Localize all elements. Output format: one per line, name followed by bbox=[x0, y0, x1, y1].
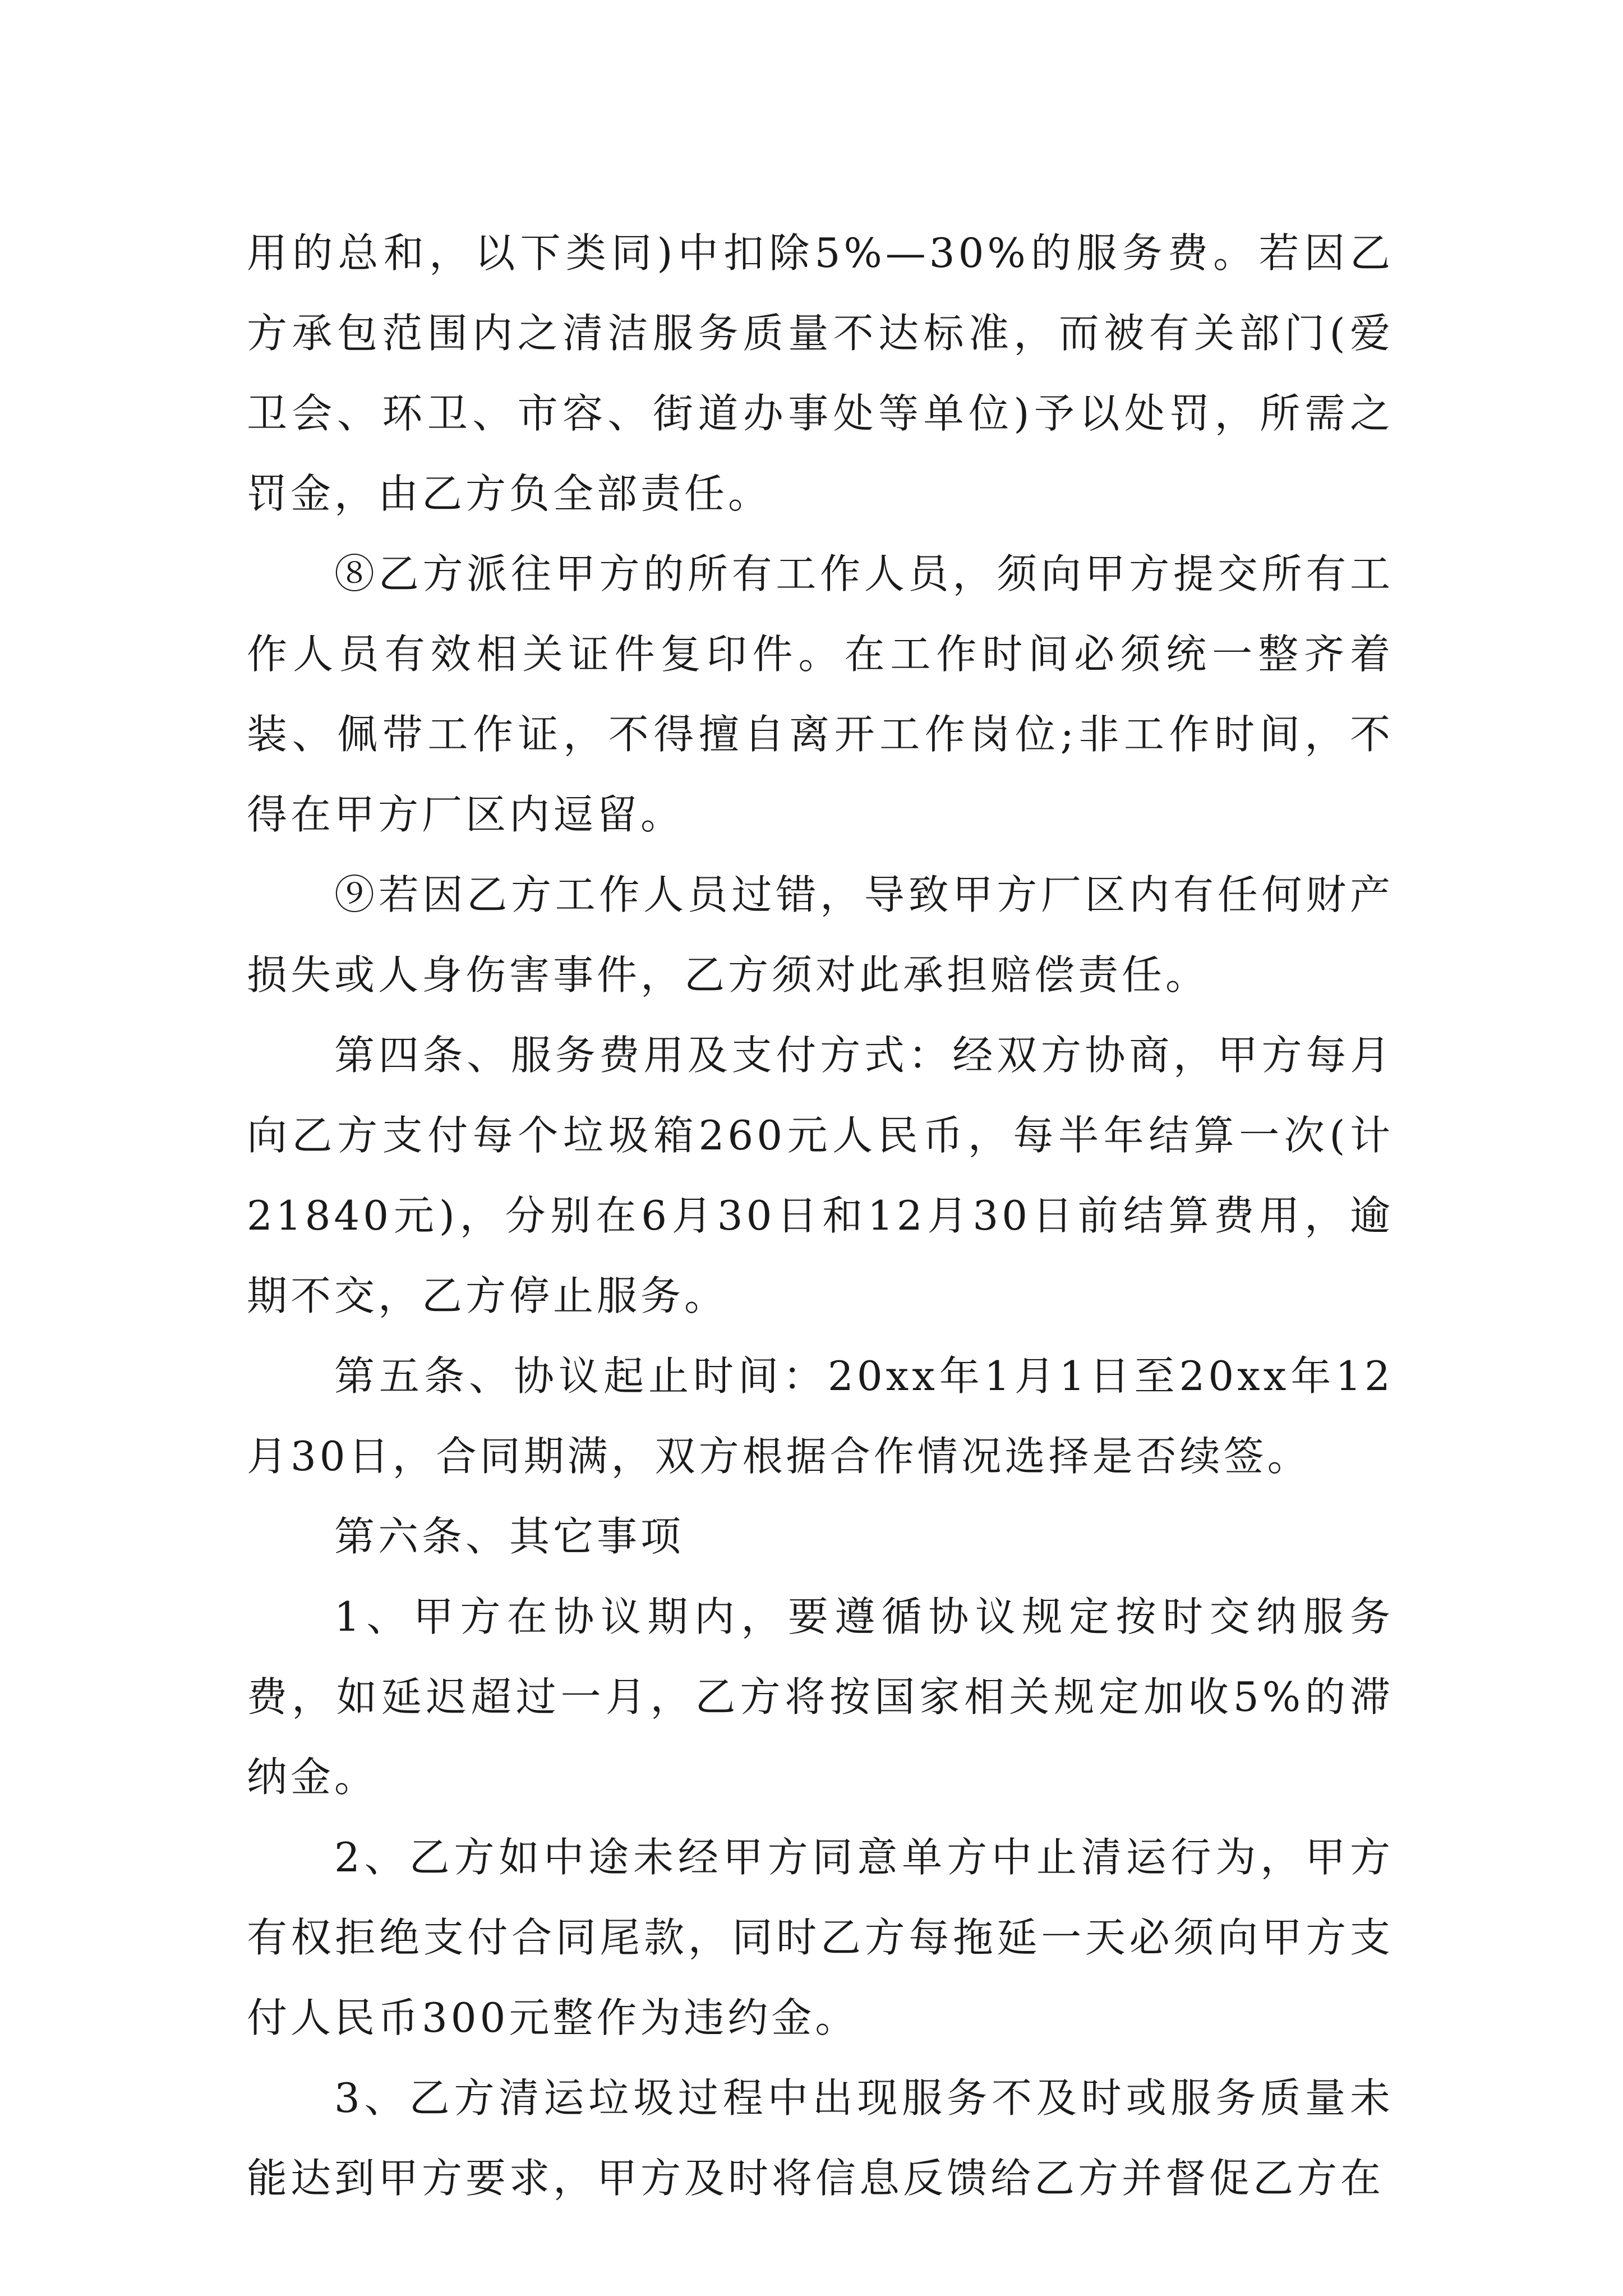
paragraph-item-2: 2、乙方如中途未经甲方同意单方中止清运行为，甲方有权拒绝支付合同尾款，同时乙方每拖延一天必须向甲方支付人民币300元整作为违约金。 bbox=[247, 1834, 1394, 2041]
paragraph-article-5: 第五条、协议起止时间：20xx年1月1日至20xx年12月30日，合同期满，双方根据合作情况选择是否续签。 bbox=[247, 1352, 1394, 1480]
paragraph-clause-9: ⑨若因乙方工作人员过错，导致甲方厂区内有任何财产损失或人身伤害事件，乙方须对此承担赔偿责任。 bbox=[247, 871, 1394, 999]
paragraph-clause-8: ⑧乙方派往甲方的所有工作人员，须向甲方提交所有工作人员有效相关证件复印件。在工作时间必须统一整齐着装、佩带工作证，不得擅自离开工作岗位;非工作时间，不得在甲方厂区内逗留。 bbox=[247, 550, 1394, 838]
paragraph-article-6-heading: 第六条、其它事项 bbox=[334, 1513, 685, 1560]
paragraph-continuation: 用的总和，以下类同)中扣除5%—30%的服务费。若因乙方承包范围内之清洁服务质量不达标准，而被有关部门(爱卫会、环卫、市容、街道办事处等单位)予以处罚，所需之罚金，由乙方负全部责任。 bbox=[247, 229, 1394, 517]
document-body bbox=[247, 213, 1394, 2219]
paragraph-item-3: 3、乙方清运垃圾过程中出现服务不及时或服务质量未能达到甲方要求，甲方及时将信息反馈给乙方并督促乙方在 bbox=[247, 2074, 1394, 2202]
paragraph-article-4: 第四条、服务费用及支付方式：经双方协商，甲方每月向乙方支付每个垃圾箱260元人民币，每半年结算一次(计21840元)，分别在6月30日和12月30日前结算费用，逾期不交，乙方停止服务。 bbox=[247, 1032, 1394, 1319]
paragraph-item-1: 1、甲方在协议期内，要遵循协议规定按时交纳服务费，如延迟超过一月，乙方将按国家相关规定加收5%的滞纳金。 bbox=[247, 1593, 1394, 1801]
